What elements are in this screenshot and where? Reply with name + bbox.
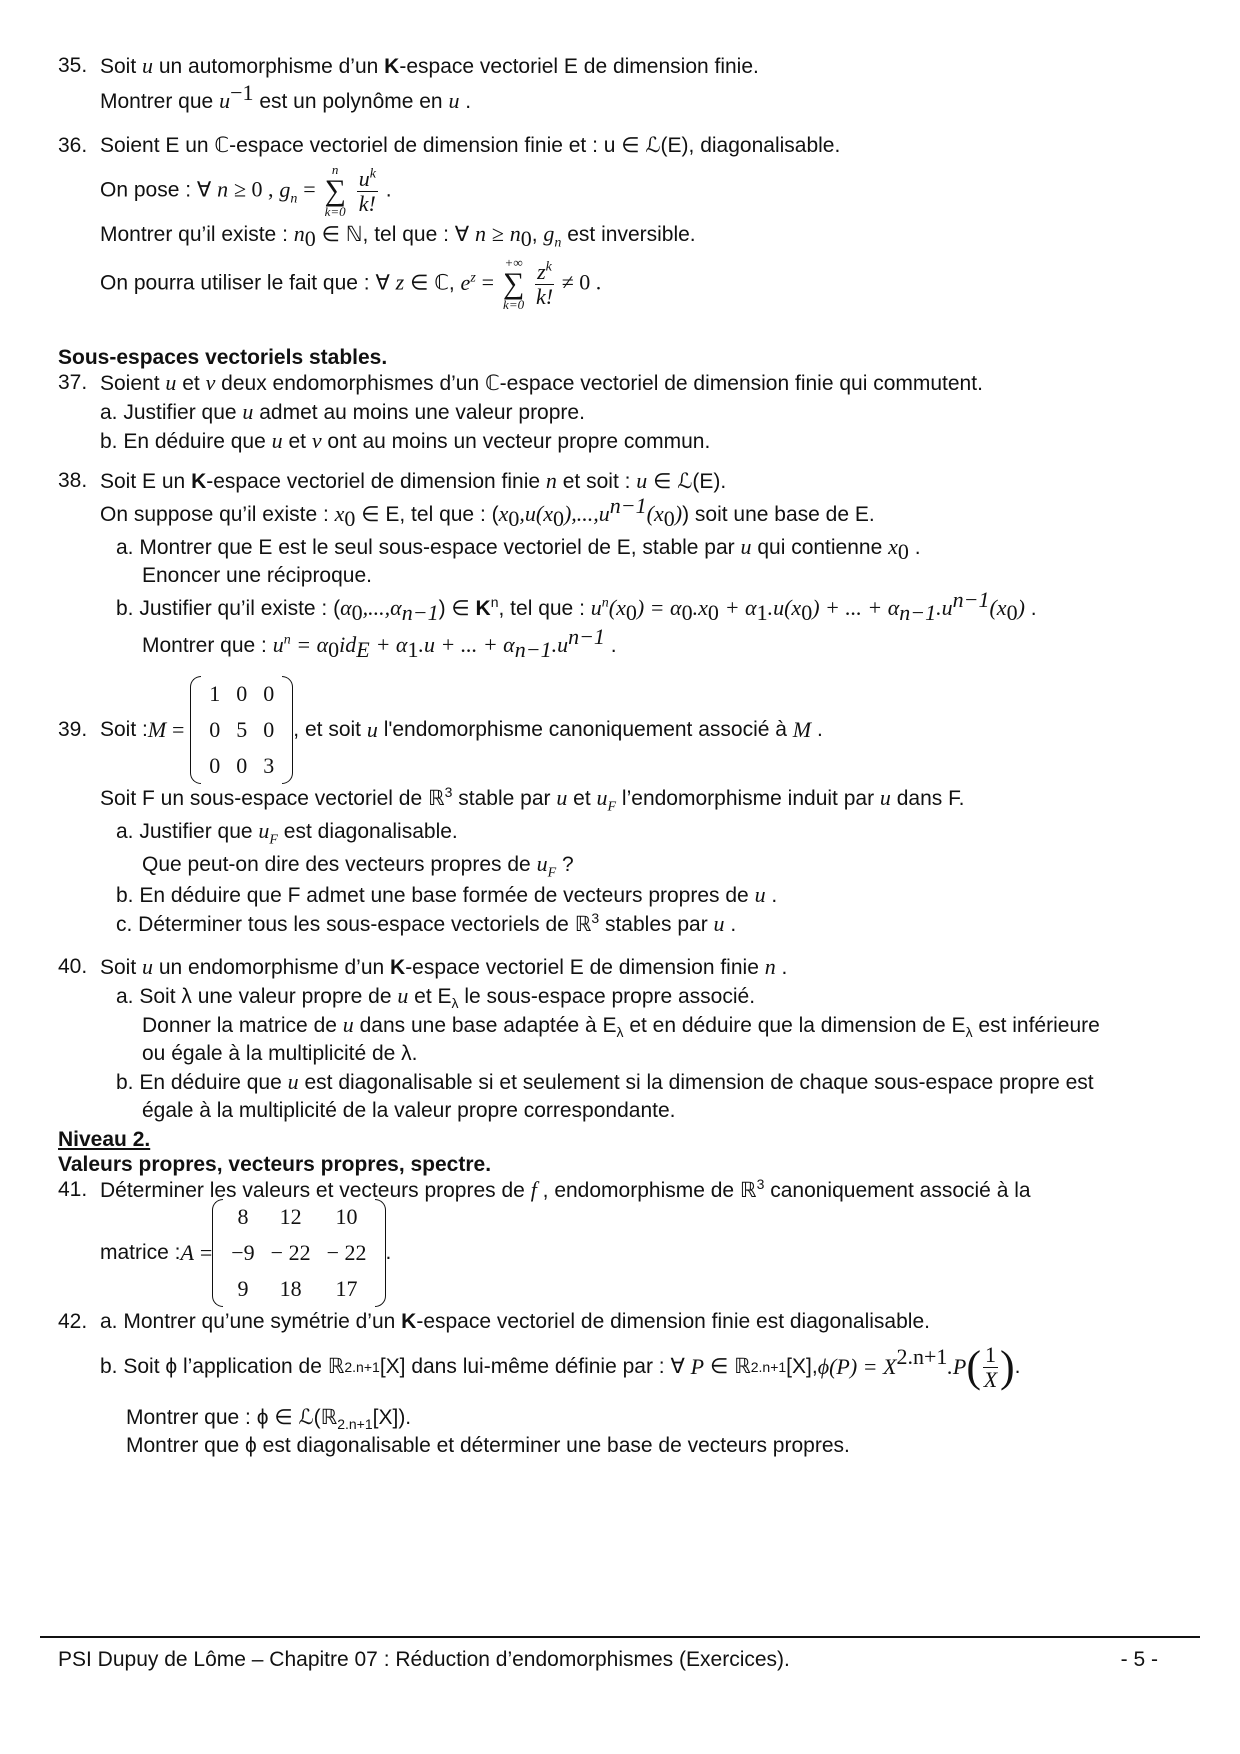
exercise-35: 35. Soit u un automorphisme d’un K-espace vectoriel E de dimension finie. Montrer que $u^{-1}$ est un polynôme en u . — [58, 53, 759, 113]
matrix-A — [212, 1199, 385, 1307]
matrix-M — [190, 676, 293, 784]
matrix-A-entry: 9 — [237, 1276, 249, 1301]
definition-gn: On pose : ∀ n ≥ 0 , $g_n$ = n ∑ k=0 $\frac{u^k}{k!}$ . — [100, 162, 392, 219]
exercise-42: 42. a. Montrer qu’une symétrie d’un K-espace vectoriel de dimension finie est diagonalisable. b. Soit ϕ l’application de ℝ 2.n+1 [X] dans lui-même définie par : ∀ P ∈ ℝ 2.n+1 [X], ϕ(P) = X $^{2.n+1}$ .P ( $\frac{1}{X}$ ) . Montrer que : ϕ ∈ ℒ(ℝ$_{2.n+1}$[X]). Montrer que ϕ est diagonalisable et déterminer une base de vecteurs propres. — [58, 1310, 1021, 1457]
matrix-A-entry: 17 — [335, 1276, 358, 1301]
footer-title: PSI Dupuy de Lôme – Chapitre 07 : Réduction d’endomorphismes (Exercices). — [58, 1648, 790, 1671]
footer — [40, 1636, 1200, 1671]
matrix-M-entry: 0 — [236, 753, 248, 778]
exercise-41: 41. Déterminer les valeurs et vecteurs propres de f , endomorphisme de ℝ$^3$ canoniquement associé à la matrice : A = 8 12 10 −9 − 22 − 22 9 18 17 . — [58, 1176, 1188, 1301]
matrix-M-entry: 1 — [209, 681, 221, 706]
exercise-number: 35. — [58, 54, 88, 77]
section-heading-2: Valeurs propres, vecteurs propres, spectre. — [58, 1153, 492, 1176]
matrix-A-entry: −9 — [231, 1240, 255, 1265]
exercise-40: 40. Soit u un endomorphisme d’un K-espace vectoriel E de dimension finie n . a. Soit λ une valeur propre de u et $E_\lambda$ le sous-espace propre associé. Donner la matrice de u dans une base adaptée à $E_\lambda$ et en déduire que la dimension de $E_\lambda$ est inférieure ou égale à la multiplicité de λ. b. En déduire que u est diagonalisable si et seulement si la dimension de chaque sous-espace propre est égale à la multiplicité de la valeur propre correspondante. — [58, 954, 1100, 1122]
matrix-A-entry: − 22 — [270, 1240, 311, 1265]
matrix-M-entry: 0 — [209, 717, 221, 742]
exercise-38: 38. Soit E un K-espace vectoriel de dimension finie n et soit : u ∈ ℒ(E). On suppose qu’il existe : $x_0$ ∈ E, tel que : $(x_0,u(x_0),...,u^{n-1}(x_0))$ soit une base de E. a. Montrer que E est le seul sous-espace vectoriel de E, stable par u qui contienne $x_0$ . Enoncer une réciproque. b. Justifier qu’il existe : $(\alpha_0,...,\alpha_{n-1})$ ∈ $K^n$, tel que : $u^n(x_0) = \alpha_0.x_0 + \alpha_1.u(x_0)$ + ... + $\alpha_{n-1}.u^{n-1}(x_0)$ . Montrer que : $u^n = \alpha_0id_E + \alpha_1.u$ + ... + $\alpha_{n-1}.u^{n-1}$ . — [58, 468, 1037, 663]
exercise-39: 39. Soit : M = 1 0 0 0 5 0 0 0 3 , et soit u l'endomorphisme canoniquement associé à M . Soit F un sous-espace vectoriel de ℝ$^3$ stable par u et $u_F$ l’endomorphisme induit par u dans F. a. Justifier que $u_F$ est diagonalisable. Que peut-on dire des vecteurs propres de $u_F$ ? b. En déduire que F admet une base formée de vecteurs propres de u . c. Déterminer tous les sous-espace vectoriels de ℝ$^3$ stables par u . — [58, 682, 1188, 939]
matrix-M-entry: 5 — [236, 717, 248, 742]
matrix-M-entry: 0 — [263, 681, 275, 706]
matrix-A-entry: 18 — [279, 1276, 302, 1301]
matrix-A-entry: 8 — [237, 1204, 249, 1229]
matrix-A-entry: 12 — [279, 1204, 302, 1229]
page-number: - 5 - — [1120, 1648, 1158, 1671]
section-heading: Sous-espaces vectoriels stables. — [58, 346, 388, 369]
matrix-M-entry: 0 — [263, 717, 275, 742]
level-heading: Niveau 2. — [58, 1128, 151, 1151]
exercise-36: 36. Soient E un ℂ-espace vectoriel de dimension finie et : u ∈ ℒ(E), diagonalisable. On pose : ∀ n ≥ 0 , $g_n$ = n ∑ k=0 $\frac{u^k}{k!}$ . Montrer qu’il existe : $n_0$ ∈ ℕ, tel que : ∀ $n \ge n_0$, $g_n$ est inversible. On pourra utiliser le fait que : ∀ z ∈ ℂ, $e^z$ = +∞ ∑ k=0 $\frac{z^k}{k!}$ ≠ 0 . — [58, 132, 1188, 311]
exercise-37: 37. Soient u et v deux endomorphismes d’un ℂ-espace vectoriel de dimension finie qui commutent. a. Justifier que u admet au moins une valeur propre. b. En déduire que u et v ont au moins un vecteur propre commun. — [58, 370, 983, 453]
matrix-M-entry: 3 — [263, 753, 275, 778]
exponential-hint: On pourra utiliser le fait que : ∀ z ∈ ℂ, $e^z$ = +∞ ∑ k=0 $\frac{z^k}{k!}$ ≠ 0 . — [100, 255, 602, 312]
matrix-M-entry: 0 — [236, 681, 248, 706]
matrix-M-entry: 0 — [209, 753, 221, 778]
matrix-A-entry: − 22 — [326, 1240, 367, 1265]
matrix-A-entry: 10 — [335, 1204, 358, 1229]
